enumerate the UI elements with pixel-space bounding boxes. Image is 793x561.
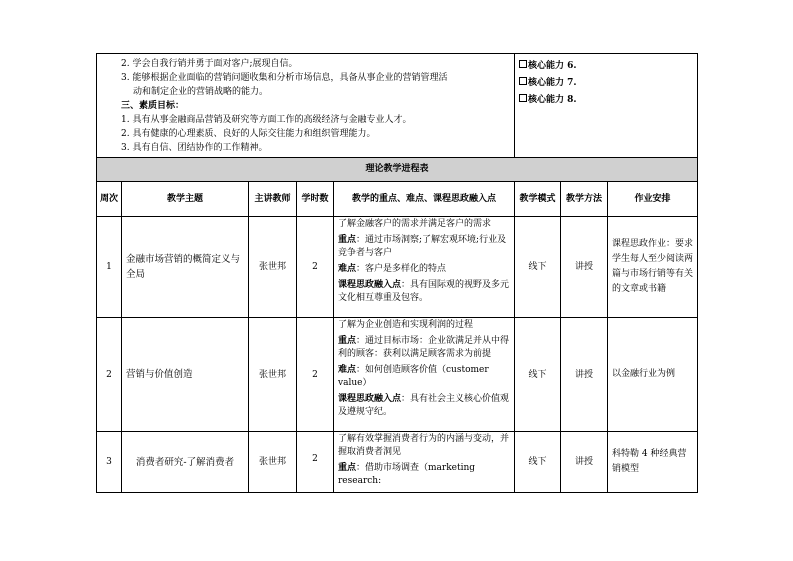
core-ability-label: 核心能力 7. [528, 78, 577, 88]
section-heading: 三、素质目标： [121, 101, 185, 111]
week-cell: 3 [97, 432, 122, 493]
header-hours: 学时数 [297, 182, 334, 217]
content-label: 重点 [338, 463, 357, 473]
header-week: 周次 [97, 182, 122, 217]
objective-line: 2. 具有健康的心理素质、良好的人际交往能力和组织管理能力。 [121, 129, 376, 139]
checkbox-icon [519, 94, 527, 102]
content-label: 课程思政融入点 [338, 394, 402, 404]
content-text: ：借助市场调查（marketing research: [338, 463, 476, 486]
content-paragraph [338, 335, 510, 361]
homework-cell: 以金融行业为例 [608, 318, 698, 432]
header-method: 教学方法 [561, 182, 608, 217]
header-row [97, 182, 698, 217]
table-row [97, 432, 698, 493]
content-text: 了解金融客户的需求并满足客户的需求 [338, 219, 492, 229]
core-ability-label: 核心能力 6. [528, 61, 577, 71]
header-homework: 作业安排 [608, 182, 698, 217]
document-page [96, 53, 697, 493]
objectives-text [97, 54, 515, 158]
method-cell: 讲授 [561, 217, 608, 318]
content-paragraph [338, 263, 510, 276]
header-topic: 教学主题 [122, 182, 249, 217]
content-text: 了解为企业创造和实现利润的过程 [338, 320, 474, 330]
core-ability-label: 核心能力 8. [528, 95, 577, 105]
core-ability-item [519, 92, 693, 109]
week-cell: 1 [97, 217, 122, 318]
header-teacher: 主讲教师 [249, 182, 297, 217]
mode-cell: 线下 [515, 432, 561, 493]
content-paragraph [338, 319, 510, 332]
objective-line: 动和制定企业的营销战略的能力。 [133, 87, 269, 97]
teacher-cell: 张世邦 [249, 318, 297, 432]
homework-cell: 科特勒 4 种经典营销模型 [608, 432, 698, 493]
banner-row [97, 158, 698, 182]
core-ability-item [519, 75, 693, 92]
content-cell [334, 318, 515, 432]
objective-line: 3. 具有自信、团结协作的工作精神。 [121, 143, 268, 153]
content-text: ：具有国际观的视野及多元文化相互尊重及包容。 [338, 280, 510, 303]
hours-cell: 2 [297, 217, 334, 318]
objective-line: 1. 具有从事金融商品营销及研究等方面工作的高级经济与金融专业人才。 [121, 115, 412, 125]
content-label: 重点 [338, 235, 357, 245]
content-paragraph [338, 218, 510, 231]
content-text: ：客户是多样化的特点 [356, 264, 447, 274]
header-mode: 教学模式 [515, 182, 561, 217]
content-text: ：通过市场洞察;了解宏观环境;行业及竞争者与客户 [338, 235, 507, 258]
content-paragraph [338, 234, 510, 260]
checkbox-icon [519, 60, 527, 68]
hours-cell: 2 [297, 318, 334, 432]
mode-cell: 线下 [515, 318, 561, 432]
objective-line: 2. 学会自我行销并勇于面对客户;展现自信。 [121, 59, 298, 69]
content-text: ：具有社会主义核心价值观及遵规守纪。 [338, 394, 510, 417]
content-paragraph [338, 433, 510, 459]
content-cell [334, 432, 515, 493]
hours-cell: 2 [297, 432, 334, 493]
content-label: 重点 [338, 336, 357, 346]
content-text: 了解有效掌握消费者行为的内涵与变动，并握取消费者洞见 [338, 434, 510, 457]
method-cell: 讲授 [561, 432, 608, 493]
header-content: 教学的重点、难点、课程思政融入点 [334, 182, 515, 217]
topic-cell: 消费者研究-了解消费者 [122, 432, 249, 493]
table-row [97, 318, 698, 432]
content-label: 课程思政融入点 [338, 280, 402, 290]
teacher-cell: 张世邦 [249, 217, 297, 318]
content-text: ：通过目标市场：企业欲满足并从中得利的顾客：获利以满足顾客需求为前提 [338, 336, 510, 359]
content-label: 难点 [338, 365, 357, 375]
content-paragraph [338, 393, 510, 419]
core-abilities-cell [515, 54, 698, 158]
topic-cell: 金融市场营销的概简定义与全局 [122, 217, 249, 318]
table-row [97, 217, 698, 318]
content-paragraph [338, 364, 510, 390]
teacher-cell: 张世邦 [249, 432, 297, 493]
checkbox-icon [519, 77, 527, 85]
content-cell [334, 217, 515, 318]
content-paragraph [338, 279, 510, 305]
content-paragraph [338, 462, 510, 488]
week-cell: 2 [97, 318, 122, 432]
topic-cell: 营销与价值创造 [122, 318, 249, 432]
method-cell: 讲授 [561, 318, 608, 432]
content-text: ：如何创造顾客价值（customer value） [338, 365, 489, 388]
homework-cell: 课程思政作业：要求学生每人至少阅读两篇与市场行销等有关的文章或书籍 [608, 217, 698, 318]
core-ability-item [519, 58, 693, 75]
objectives-row [97, 54, 698, 158]
objective-line: 3. 能够根据企业面临的营销问题收集和分析市场信息，具备从事企业的营销管理活 [121, 73, 448, 83]
teaching-schedule-table [96, 53, 698, 493]
mode-cell: 线下 [515, 217, 561, 318]
content-label: 难点 [338, 264, 357, 274]
schedule-banner: 理论教学进程表 [97, 158, 698, 182]
